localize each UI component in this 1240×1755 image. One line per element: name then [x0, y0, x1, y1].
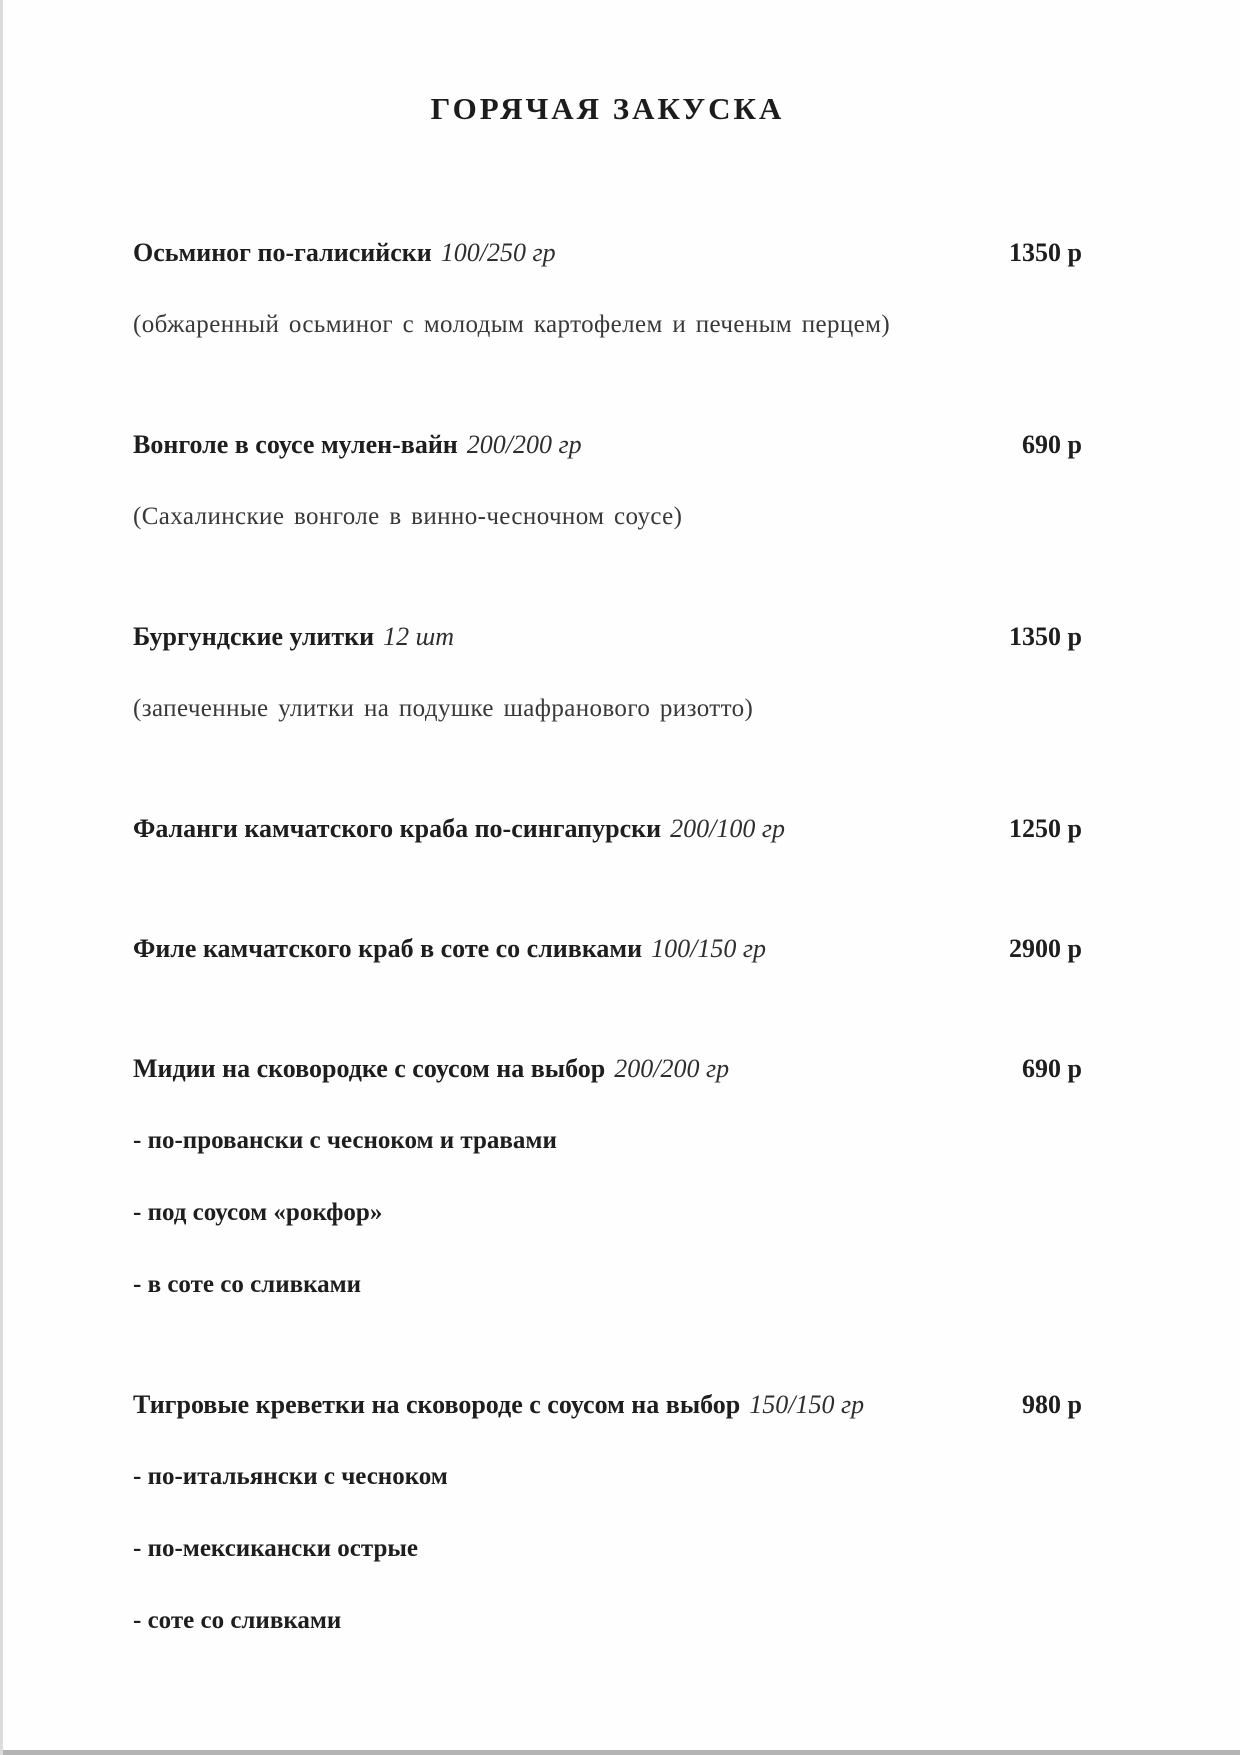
item-row	[133, 622, 1082, 652]
item-option: - по-провански с чесноком и травами	[133, 1127, 557, 1154]
menu-item	[133, 814, 1082, 844]
item-portion: 100/250 гр	[440, 238, 556, 267]
item-description: (Сахалинские вонголе в винно-чесночном соусе)	[133, 503, 683, 530]
item-description: (запеченные улитки на подушке шафранового ризотто)	[133, 695, 754, 722]
menu-item	[133, 934, 1082, 964]
item-description: (обжаренный осьминог с молодым картофелем и печеным перцем)	[133, 311, 891, 338]
item-name: Мидии на сковородке с соусом на выбор	[133, 1054, 606, 1083]
item-option: - соте со сливками	[133, 1607, 342, 1634]
item-title	[133, 238, 556, 268]
item-price: 690 р	[1022, 430, 1082, 459]
item-title	[133, 934, 766, 964]
item-price: 1250 р	[1009, 814, 1082, 843]
menu-content	[3, 0, 1240, 1636]
item-name: Осьминог по-галисийски	[133, 238, 432, 267]
item-title	[133, 1054, 729, 1084]
item-option: - по-мексикански острые	[133, 1535, 418, 1562]
item-option: - по-итальянски с чесноком	[133, 1463, 448, 1490]
item-row	[133, 814, 1082, 844]
item-row	[133, 1054, 1082, 1084]
item-option: - под соусом «рокфор»	[133, 1199, 383, 1226]
item-portion: 12 шт	[383, 622, 455, 651]
menu-item	[133, 238, 1082, 340]
item-row	[133, 934, 1082, 964]
item-name: Филе камчатского краб в соте со сливками	[133, 934, 643, 963]
menu-item	[133, 1054, 1082, 1300]
item-name: Тигровые креветки на сковороде с соусом на выбор	[133, 1390, 741, 1419]
item-price: 1350 р	[1009, 238, 1082, 267]
item-row	[133, 430, 1082, 460]
page-bottom-edge	[3, 1750, 1240, 1755]
item-title	[133, 622, 454, 652]
item-portion: 200/200 гр	[466, 430, 582, 459]
item-name: Вонголе в соусе мулен-вайн	[133, 430, 458, 459]
item-name: Бургундские улитки	[133, 622, 375, 651]
menu-items-list	[133, 238, 1082, 1636]
menu-item	[133, 622, 1082, 724]
item-price: 690 р	[1022, 1054, 1082, 1083]
item-portion: 200/200 гр	[614, 1054, 730, 1083]
item-portion: 100/150 гр	[651, 934, 766, 963]
menu-item	[133, 1390, 1082, 1636]
item-title	[133, 814, 785, 844]
item-row	[133, 238, 1082, 268]
item-option: - в соте со сливками	[133, 1271, 362, 1298]
item-portion: 150/150 гр	[749, 1390, 865, 1419]
item-title	[133, 430, 582, 460]
item-price: 2900 р	[1009, 934, 1082, 963]
item-name: Фаланги камчатского краба по-сингапурски	[133, 814, 662, 843]
menu-section-title: ГОРЯЧАЯ ЗАКУСКА	[430, 91, 785, 126]
item-title	[133, 1390, 864, 1420]
item-row	[133, 1390, 1082, 1420]
menu-item	[133, 430, 1082, 532]
item-price: 1350 р	[1009, 622, 1082, 651]
item-portion: 200/100 гр	[670, 814, 785, 843]
item-price: 980 р	[1022, 1390, 1082, 1419]
